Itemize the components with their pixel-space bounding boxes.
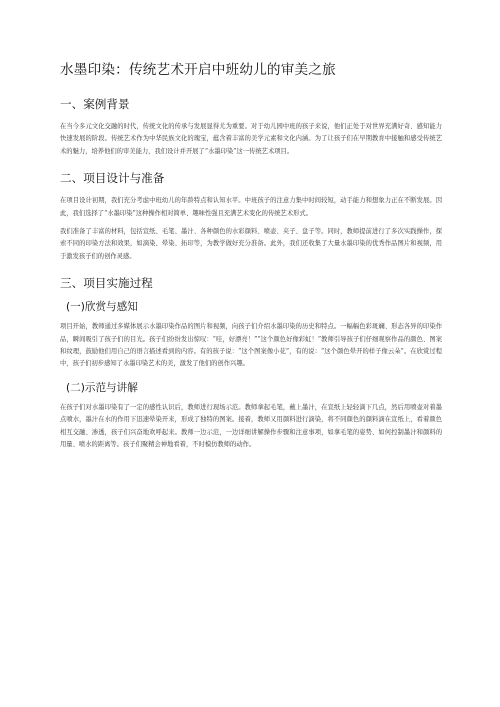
paragraph: 在项目设计初期，我们充分考虑中班幼儿的年龄特点和认知水平。中班孩子的注意力集中时间较短，动手能力和想象力正在不断发展。因此，我们选择了“水墨印染”这种操作相对简单、趣味性强且充满艺术变化的传统艺术形式。 (60, 197, 442, 217)
subsection-heading: (二)示范与讲解 (66, 381, 138, 394)
document-page (60, 60, 442, 464)
paragraph: 在当今多元文化交融的时代，传统文化的传承与发展显得尤为重要。对于幼儿园中班的孩子来说，他们正处于对世界充满好奇、感知能力快速发展的阶段。传统艺术作为中华民族文化的瑰宝，蕴含着丰富的美学元素和文化内涵。为了让孩子们在早期教育中接触和感受传统艺术的魅力，培养他们的审美能力，我们设计并开展了“水墨印染”这一传统艺术项目。 (60, 123, 442, 155)
section-heading: 一、案例背景 (60, 97, 130, 111)
subsection-heading: (一)欣赏与感知 (66, 301, 138, 314)
section-background (60, 96, 442, 158)
document-title: 水墨印染：传统艺术开启中班幼儿的审美之旅 (60, 62, 336, 78)
section-heading: 二、项目设计与准备 (60, 171, 165, 186)
section-heading: 三、项目实施过程 (60, 276, 153, 291)
subsection-demonstration (60, 381, 442, 452)
paragraph: 项目开始，教师通过多媒体展示水墨印染作品的图片和视频，向孩子们介绍水墨印染的历史和特点。一幅幅色彩斑斓、形态各异的印染作品，瞬间吸引了孩子们的目光。孩子们纷纷发出惊叹：“哇，好漂亮！”“这个颜色好像彩虹！”教师引导孩子们仔细观察作品的颜色、图案和纹理，鼓励他们用自己的语言描述看到的内容。有的孩子说：“这个图案像小花”，有的说：“这个颜色晕开的样子像云朵”。在欣赏过程中，孩子们初步感知了水墨印染艺术的美，激发了他们的创作兴趣。 (60, 323, 442, 368)
section-implementation (60, 275, 442, 451)
paragraph: 在孩子们对水墨印染有了一定的感性认识后，教师进行现场示范。教师拿起毛笔，蘸上墨汁，在宣纸上轻轻滴下几点，然后用喷壶对着墨点喷水，墨汁在水的作用下迅速晕染开来，形成了独特的图案。接着，教师又用颜料进行滴染，将不同颜色的颜料滴在宣纸上，看着颜色相互交融、渗透，孩子们兴奋地欢呼起来。教师一边示范，一边详细讲解操作步骤和注意事项，如拿毛笔的姿势、如何控制墨汁和颜料的用量、喷水的距离等。孩子们聚精会神地看着，不时模仿教师的动作。 (60, 403, 442, 449)
subsection-appreciation (60, 300, 442, 371)
paragraph: 我们准备了丰富的材料，包括宣纸、毛笔、墨汁、各种颜色的水彩颜料、喷壶、夹子、盘子等。同时，教师提前进行了多次实践操作，探索不同的印染方法和效果，如滴染、晕染、拓印等，为教学做好充分准备。此外，我们还收集了大量水墨印染的优秀作品图片和视频，用于激发孩子们的创作灵感。 (60, 228, 442, 260)
section-design-preparation (60, 170, 442, 263)
